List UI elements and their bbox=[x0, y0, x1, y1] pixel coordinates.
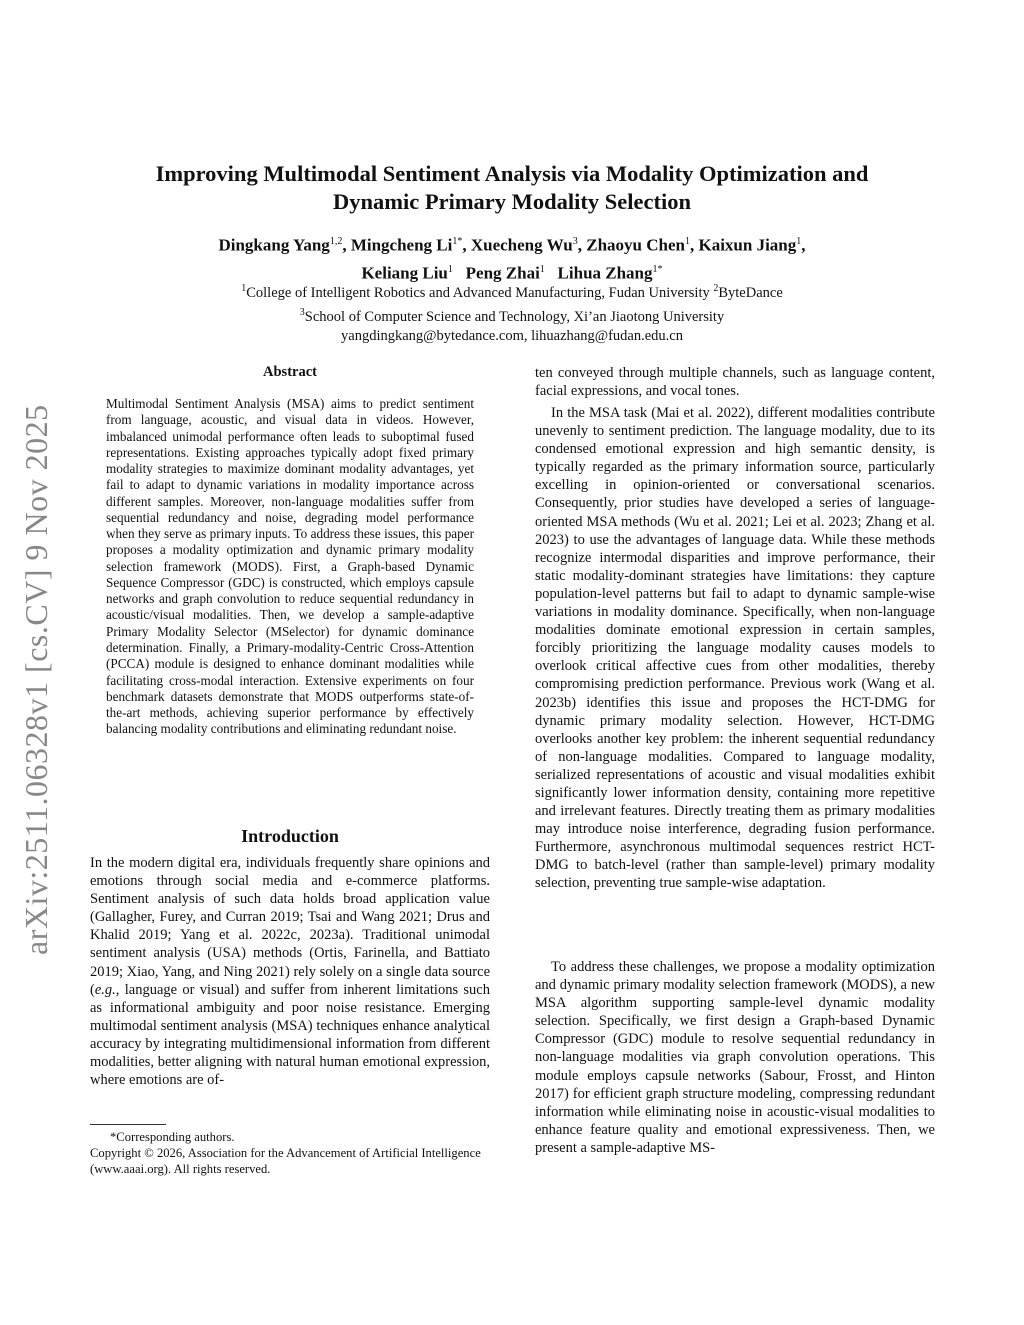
arxiv-identifier: arXiv:2511.06328v1 [cs.CV] 9 Nov 2025 bbox=[18, 404, 54, 955]
author-emails: yangdingkang@bytedance.com, lihuazhang@fudan.edu.cn bbox=[341, 327, 683, 344]
author-affiliation-mark: 1 bbox=[447, 263, 453, 275]
footnote-divider bbox=[90, 1124, 166, 1125]
intro-text-part-1: In the modern digital era, individuals frequently share opinions and emotions through social media and e-commerce platforms. Sentiment analysis of such data holds broad application value (Gallagher, Furey, and Curran 2019; Tsai and Wang 2021; Drus and Khalid 2019; Yang et al. 2022c, 2023a). Traditional unimodal sentiment analysis (USA) methods (Ortis, Farinella, and Battiato 2019; Xiao, Yang, and Ning 2021) rely solely on a single data source ( bbox=[90, 855, 490, 998]
author-affiliation-mark: 1,2 bbox=[329, 236, 343, 247]
author: Mingcheng Li bbox=[350, 235, 453, 255]
affiliation-xjtu: School of Computer Science and Technology, Xi’an Jiaotong University bbox=[304, 308, 725, 325]
affiliation-bytedance: ByteDance bbox=[718, 284, 783, 301]
proposal-paragraph: To address these challenges, we propose a modality optimization and dynamic primary modality selection framework (MODS), a new MSA algorithm supporting sample-level dynamic modality selection. Specifically, we first design a Graph-based Dynamic Compressor (GDC) module to resolve sequential redundancy in non-language modalities via graph convolution operations. This module employs capsule networks (Sabour, Frosst, and Hinton 2017) for efficient graph structure modeling, compressing redundant information while eliminating noise in acoustic-visual modalities to enhance feature quality and emotional expressiveness. Then, we present a sample-adaptive MS- bbox=[535, 959, 935, 1156]
author-separator: , bbox=[462, 235, 471, 255]
author-affiliation-mark: 1 bbox=[684, 236, 690, 247]
abstract-text: Multimodal Sentiment Analysis (MSA) aims to predict sentiment from language, acoustic, and visual data in videos. However, imbalanced unimodal performance often leads to suboptimal fused representations. Existing approaches typically adopt fixed primary modality strategies to maximize dominant modality advantages, yet fail to adapt to dynamic variations in modality importance across different samples. Moreover, non-language modalities suffer from sequential redundancy and noise, degrading model performance when they serve as primary inputs. To address these issues, this paper proposes a modality optimization and dynamic primary modality selection framework (MODS). First, a Graph-based Dynamic Sequence Compressor (GDC) is constructed, which employs capsule networks and graph convolution to reduce sequential redundancy in acoustic/visual modalities. Then, we develop a sample-adaptive Primary Modality Selector (MSelector) for dynamic dominance determination. Finally, a Primary-modality-Centric Cross-Attention (PCCA) module is designed to enhance dominant modalities while facilitating cross-modal interaction. Extensive experiments on four benchmark datasets demonstrate that MODS outperforms state-of-the-art methods, achieving superior performance by effectively balancing modality contributions and eliminating redundant noise. bbox=[106, 396, 474, 737]
author-affiliation-mark: 3 bbox=[572, 236, 578, 247]
author-affiliation-mark: 1* bbox=[652, 263, 663, 275]
paper-title bbox=[90, 160, 934, 216]
continued-paragraph: ten conveyed through multiple channels, such as language content, facial expressions, and vocal tones. bbox=[535, 365, 935, 400]
author: Xuecheng Wu bbox=[470, 235, 573, 255]
author: Dingkang Yang bbox=[218, 235, 330, 255]
author-separator: , bbox=[342, 235, 351, 255]
introduction-paragraph bbox=[90, 854, 490, 1089]
title-line-1: Improving Multimodal Sentiment Analysis via Modality Optimization and bbox=[155, 161, 869, 186]
affiliation-line-1 bbox=[90, 279, 934, 303]
affiliations bbox=[90, 279, 934, 346]
author: Lihua Zhang bbox=[557, 263, 653, 283]
author-separator: , bbox=[577, 235, 587, 255]
affiliation-mark: 2 bbox=[713, 283, 719, 294]
author-list bbox=[90, 230, 934, 285]
corresponding-authors-note: *Corresponding authors. bbox=[110, 1130, 235, 1144]
author: Keliang Liu bbox=[361, 263, 448, 283]
abstract-heading: Abstract bbox=[263, 364, 317, 380]
title-line-2: Dynamic Primary Modality Selection bbox=[332, 189, 692, 214]
author-line-1 bbox=[90, 230, 934, 258]
copyright-note: Copyright © 2026, Association for the Advancement of Artificial Intelligence (www.aaai.org). All rights reserved. bbox=[90, 1146, 481, 1176]
author-affiliation-mark: 1* bbox=[452, 236, 463, 247]
author-affiliation-mark: 1 bbox=[796, 236, 802, 247]
author-affiliation-mark: 1 bbox=[539, 263, 545, 275]
author: Zhaoyu Chen bbox=[586, 235, 685, 255]
msa-task-paragraph: In the MSA task (Mai et al. 2022), different modalities contribute unevenly to sentiment prediction. The language modality, due to its condensed emotional expression and high semantic density, is typically regarded as the primary information source, particularly excelling in opinion-oriented or conversational scenarios. Consequently, prior studies have developed a series of language-oriented MSA methods (Wu et al. 2021; Lei et al. 2023; Zhang et al. 2023) to use the advantages of language data. While these methods recognize intermodal disparities and improve performance, their static modality-dominant strategies have limitations: they capture population-level patterns but fail to adapt to dynamic sample-wise variations in modality dominance. Specifically, when non-language modalities dominate emotional expression in certain samples, forcibly prioritizing the language modality causes models to overlook critical affective cues from other modalities, thereby compromising prediction performance. Previous work (Wang et al. 2023b) identifies this issue and proposes the HCT-DMG for dynamic primary modality selection. However, HCT-DMG overlooks another key problem: the inherent sequential redundancy of non-language modalities. Compared to language modality, serialized representations of acoustic and visual modalities exhibit significantly lower information density, containing more repetitive and irrelevant features. Directly treating them as primary modalities may introduce noise interference, degrading fusion performance. Furthermore, asynchronous multimodal sequences restrict HCT-DMG to batch-level (rather than sample-level) primary modality selection, preventing true sample-wise adaptation. bbox=[535, 405, 935, 892]
author-separator: , bbox=[801, 235, 806, 255]
author: Peng Zhai bbox=[465, 263, 540, 283]
affiliation-fudan: College of Intelligent Robotics and Advanced Manufacturing, Fudan University bbox=[246, 284, 714, 301]
intro-text-part-2: language or visual) and suffer from inherent limitations such as informational ambiguity and poor noise resistance. Emerging multimodal sentiment analysis (MSA) techniques enhance analytical accuracy by integrating multidimensional information from different modalities, better aligning with natural human emotional expression, where emotions are of- bbox=[90, 981, 490, 1089]
affiliation-line-2 bbox=[90, 303, 934, 327]
affiliation-mark: 1 bbox=[241, 283, 247, 294]
author: Kaixun Jiang bbox=[698, 235, 797, 255]
intro-emphasis: e.g., bbox=[94, 981, 120, 998]
author-separator: , bbox=[689, 235, 699, 255]
introduction-heading: Introduction bbox=[241, 826, 339, 846]
footnotes bbox=[90, 1129, 490, 1177]
affiliation-mark: 3 bbox=[299, 306, 305, 318]
